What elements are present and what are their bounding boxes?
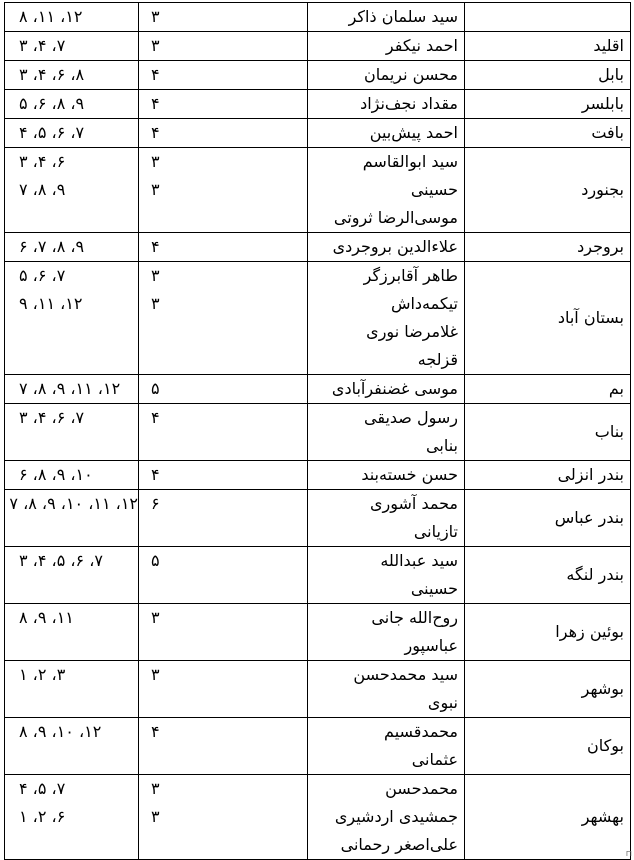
grades-text: ۱۲، ۱۰، ۹، ۸: [19, 722, 102, 741]
table-row: [5, 547, 631, 604]
name-text: سید محمدحسن: [353, 665, 458, 684]
city-text: بناب: [594, 422, 624, 441]
count-text: ۴: [151, 465, 160, 484]
grades-text: ۱۲، ۱۱، ۸: [19, 7, 83, 26]
name-text: محمدقسیم: [384, 722, 458, 741]
table-row: [5, 32, 631, 61]
count-cell: [139, 61, 308, 90]
name-text: غلامرضا نوری: [366, 322, 458, 341]
city-cell: [465, 148, 631, 233]
city-cell: [465, 404, 631, 461]
count-cell: [139, 718, 308, 775]
name-cell: [308, 661, 465, 718]
grades-cell: [5, 262, 139, 375]
city-text: بندر انزلی: [557, 465, 624, 484]
grades-text: ۱۱، ۹، ۸: [19, 608, 74, 627]
count-text: ۴: [151, 237, 160, 256]
table-row: [5, 233, 631, 262]
city-text: بافت: [591, 123, 624, 142]
count-text: ۳: [151, 180, 160, 199]
grades-text: ۶، ۲، ۱: [19, 807, 66, 826]
name-cell: [308, 461, 465, 490]
grades-cell: [5, 461, 139, 490]
grades-cell: [5, 661, 139, 718]
table-row: [5, 148, 631, 233]
name-text: موسی‌الرضا ثروتی: [333, 208, 458, 227]
count-cell: [139, 490, 308, 547]
count-text: ۴: [151, 408, 160, 427]
grades-cell: [5, 375, 139, 404]
name-text: علاءالدین بروجردی: [332, 237, 458, 256]
name-text: سید سلمان ذاکر: [348, 7, 458, 26]
count-cell: [139, 604, 308, 661]
count-text: ۳: [151, 7, 160, 26]
count-cell: [139, 90, 308, 119]
city-cell: [465, 119, 631, 148]
count-text: ۳: [151, 665, 160, 684]
count-cell: [139, 661, 308, 718]
city-text: بابلسر: [581, 94, 624, 113]
grades-text: ۷، ۶، ۵، ۴، ۳: [19, 551, 103, 570]
name-cell: [308, 233, 465, 262]
count-text: ۵: [151, 551, 160, 570]
grades-cell: [5, 148, 139, 233]
count-cell: [139, 262, 308, 375]
count-text: ۴: [151, 94, 160, 113]
table-row: [5, 775, 631, 860]
city-text: اقلید: [593, 36, 624, 55]
city-text: بابل: [598, 65, 624, 84]
grades-text: ۱۲، ۱۱، ۱۰، ۹، ۸، ۷: [9, 494, 138, 513]
grades-cell: [5, 61, 139, 90]
city-cell: [465, 604, 631, 661]
name-cell: [308, 119, 465, 148]
city-cell: [465, 262, 631, 375]
city-cell: [465, 461, 631, 490]
name-cell: [308, 490, 465, 547]
city-cell: [465, 233, 631, 262]
city-cell: [465, 32, 631, 61]
grades-text: ۹، ۸، ۷: [19, 180, 66, 199]
city-text: بروجرد: [577, 237, 624, 256]
page-corner-mark: ⊓: [625, 849, 632, 858]
table-row: [5, 718, 631, 775]
grades-text: ۹، ۸، ۷، ۶: [19, 237, 85, 256]
count-text: ۳: [151, 779, 160, 798]
name-cell: [308, 148, 465, 233]
name-cell: [308, 775, 465, 860]
city-text: بوشهر: [581, 679, 624, 698]
grades-text: ۱۲، ۱۱، ۹، ۸، ۷: [19, 379, 121, 398]
grades-cell: [5, 3, 139, 32]
name-text: بنابی: [426, 436, 458, 455]
city-text: بوئین زهرا: [555, 622, 624, 641]
name-cell: [308, 90, 465, 119]
name-cell: [308, 547, 465, 604]
name-text: علی‌اصغر رحمانی: [340, 835, 458, 854]
name-text: محسن نریمان: [363, 65, 458, 84]
name-text: طاهر آقابرزگر: [363, 266, 458, 285]
table-row: [5, 375, 631, 404]
count-cell: [139, 547, 308, 604]
name-text: حسینی: [410, 579, 458, 598]
table-row: [5, 404, 631, 461]
table-row: [5, 3, 631, 32]
name-cell: [308, 404, 465, 461]
name-cell: [308, 262, 465, 375]
grades-cell: [5, 233, 139, 262]
name-text: موسی غضنفرآبادی: [331, 379, 458, 398]
grades-cell: [5, 775, 139, 860]
grades-cell: [5, 718, 139, 775]
grades-text: ۱۰، ۹، ۸، ۶: [19, 465, 93, 484]
name-text: روح‌الله جانی: [371, 608, 458, 627]
table-row: [5, 262, 631, 375]
count-cell: [139, 461, 308, 490]
city-text: بندر عباس: [554, 508, 624, 527]
name-text: نبوی: [427, 693, 458, 712]
name-text: عباسپور: [404, 636, 458, 655]
city-cell: [465, 375, 631, 404]
name-text: تیکمه‌داش: [390, 294, 458, 313]
teachers-table: [4, 2, 631, 860]
name-text: قزلجه: [417, 350, 458, 369]
count-cell: [139, 148, 308, 233]
name-text: محمدحسن: [385, 779, 458, 798]
name-text: حسن خسته‌بند: [361, 465, 458, 484]
grades-text: ۷، ۶، ۵، ۴: [19, 123, 85, 142]
count-cell: [139, 233, 308, 262]
count-text: ۳: [151, 152, 160, 171]
count-text: ۴: [151, 123, 160, 142]
table-row: [5, 461, 631, 490]
count-text: ۳: [151, 294, 160, 313]
grades-cell: [5, 119, 139, 148]
grades-text: ۸، ۶، ۴، ۳: [19, 65, 85, 84]
grades-text: ۹، ۸، ۶، ۵: [19, 94, 85, 113]
name-text: جمشیدی اردشیری: [334, 807, 458, 826]
table-row: [5, 604, 631, 661]
name-text: احمد نیکفر: [385, 36, 458, 55]
count-cell: [139, 119, 308, 148]
name-cell: [308, 604, 465, 661]
grades-text: ۳، ۲، ۱: [19, 665, 66, 684]
count-cell: [139, 3, 308, 32]
name-cell: [308, 3, 465, 32]
count-text: ۵: [151, 379, 160, 398]
count-cell: [139, 775, 308, 860]
table-row: [5, 90, 631, 119]
grades-cell: [5, 604, 139, 661]
city-text: بم: [608, 379, 624, 398]
count-text: ۶: [151, 494, 160, 513]
name-text: سید عبدالله: [380, 551, 458, 570]
city-cell: [465, 661, 631, 718]
name-cell: [308, 718, 465, 775]
count-cell: [139, 32, 308, 61]
grades-text: ۷، ۶، ۵: [19, 266, 66, 285]
city-cell: [465, 3, 631, 32]
grades-text: ۷، ۵، ۴: [19, 779, 66, 798]
grades-text: ۷، ۶، ۴، ۳: [19, 408, 85, 427]
table-row: [5, 61, 631, 90]
table-row: [5, 119, 631, 148]
grades-cell: [5, 90, 139, 119]
name-text: تازیانی: [413, 522, 458, 541]
grades-cell: [5, 490, 139, 547]
count-text: ۴: [151, 722, 160, 741]
grades-text: ۷، ۴، ۳: [19, 36, 66, 55]
grades-cell: [5, 547, 139, 604]
name-cell: [308, 61, 465, 90]
city-text: بجنورد: [581, 180, 624, 199]
table-row: [5, 490, 631, 547]
name-text: حسینی: [410, 180, 458, 199]
name-text: احمد پیش‌بین: [369, 123, 458, 142]
teachers-table-body: [5, 3, 631, 860]
name-text: محمد آشوری: [370, 494, 458, 513]
count-text: ۳: [151, 266, 160, 285]
count-text: ۳: [151, 608, 160, 627]
name-text: رسول صدیقی: [364, 408, 458, 427]
grades-text: ۶، ۴، ۳: [19, 152, 66, 171]
grades-text: ۱۲، ۱۱، ۹: [19, 294, 83, 313]
name-text: عثمانی: [411, 750, 458, 769]
city-cell: [465, 775, 631, 860]
grades-cell: [5, 32, 139, 61]
count-cell: [139, 375, 308, 404]
name-text: مقداد نجف‌نژاد: [360, 94, 458, 113]
name-cell: [308, 32, 465, 61]
grades-cell: [5, 404, 139, 461]
name-cell: [308, 375, 465, 404]
city-text: بندر لنگه: [566, 565, 624, 584]
city-text: بهشهر: [581, 807, 624, 826]
city-text: بوکان: [587, 736, 624, 755]
city-cell: [465, 490, 631, 547]
city-cell: [465, 90, 631, 119]
city-text: بستان آباد: [557, 308, 624, 327]
count-cell: [139, 404, 308, 461]
table-row: [5, 661, 631, 718]
count-text: ۳: [151, 36, 160, 55]
city-cell: [465, 61, 631, 90]
city-cell: [465, 718, 631, 775]
count-text: ۴: [151, 65, 160, 84]
name-text: سید ابوالقاسم: [362, 152, 458, 171]
city-cell: [465, 547, 631, 604]
count-text: ۳: [151, 807, 160, 826]
